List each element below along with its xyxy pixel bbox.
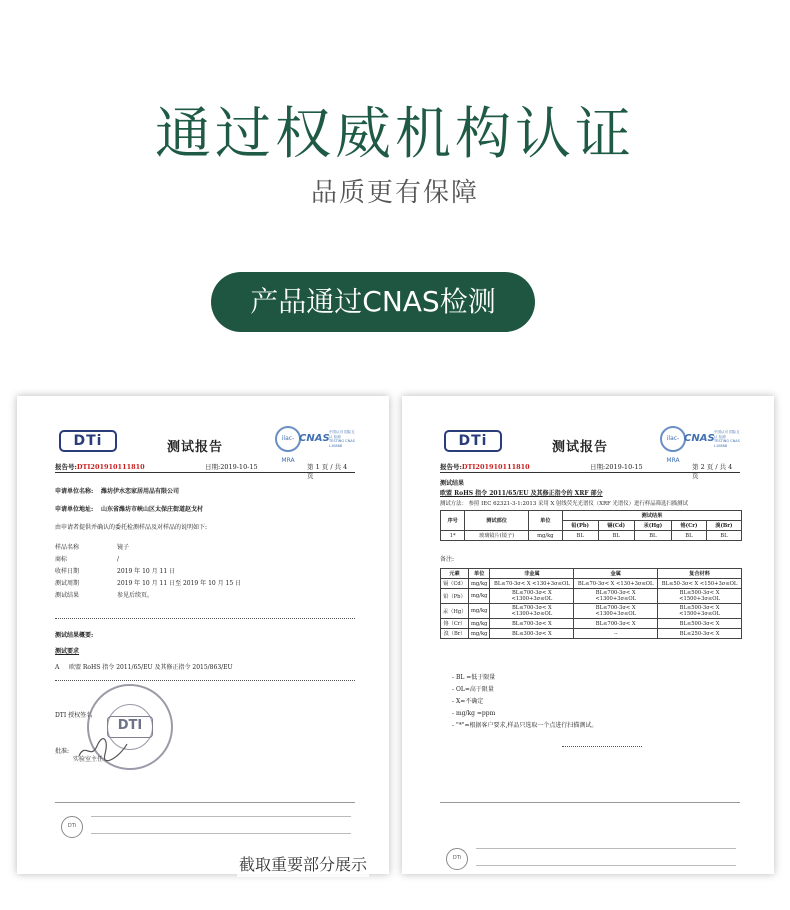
subline: 品质更有保障 <box>310 178 479 208</box>
ilac-seal-icon: ilac-MRA <box>660 426 686 452</box>
table-cell: BL≤700-3σ< X <1300+3σ≤OL <box>490 604 574 619</box>
table-cell: BL≤300-3σ< X <box>490 629 574 639</box>
table-cell: BL≤70-3σ< X <130+3σ≤OL <box>490 579 574 589</box>
table-cell: 汞（Hg） <box>441 604 469 619</box>
requirement-heading: 测试要求 <box>55 648 80 655</box>
approver-title: 实验室主任 <box>73 756 104 763</box>
table-cell: BL <box>672 531 707 541</box>
table-header: 铅(Pb) <box>562 521 598 531</box>
dti-footer-seal-icon: DTi <box>446 848 468 870</box>
table-row <box>441 531 742 541</box>
applicant-label: 申请单位名称: <box>55 488 94 495</box>
requirement-index: A <box>55 664 60 671</box>
table-cell: mg/kg <box>468 604 489 619</box>
table-cell: BL≤700-3σ< X <box>490 619 574 629</box>
approver-label: 批准: <box>55 748 70 755</box>
table-cell: mg/kg <box>468 579 489 589</box>
field-value: 2019 年 10 月 11 日 <box>117 568 176 575</box>
field-label: 样品名称 <box>55 544 80 551</box>
cnas-mark: CNAS <box>299 433 330 444</box>
report-title: 测试报告 <box>167 440 224 455</box>
cnas-side-text: 中国认可 国际互认 检测 TESTING CNAS L10868 <box>714 430 740 448</box>
table-cell: 铅（Pb） <box>441 589 469 604</box>
report-number-line <box>55 462 355 480</box>
dti-logo: DTi <box>59 430 117 452</box>
table-cell: BL≤50-3σ< X <150+3σ≤OL <box>658 579 742 589</box>
table-cell: 1* <box>441 531 465 541</box>
note-item: - OL=高于限量 <box>452 686 494 693</box>
table-cell: BL <box>562 531 598 541</box>
divider <box>55 472 355 473</box>
field-label: 测试结果 <box>55 592 80 599</box>
table-header: 序号 <box>441 511 465 531</box>
test-report-page-2 <box>402 396 774 874</box>
footer-address-block <box>476 848 736 866</box>
report-title: 测试报告 <box>552 440 609 455</box>
table-header: 复合材料 <box>658 569 742 579</box>
table-cell: 溴（Br） <box>441 629 469 639</box>
intro-text: 由申请者提供并确认的委托检测样品及对样品的说明如下: <box>55 524 208 531</box>
page-number: 第 1 页 / 共 4 页 <box>307 463 348 480</box>
cnas-pill-banner: 产品通过CNAS检测 <box>211 272 535 332</box>
table-header: 铬(Cr) <box>672 521 707 531</box>
field-value: / <box>117 556 120 563</box>
page-number: 第 2 页 / 共 4 页 <box>692 463 733 480</box>
dotted-divider <box>55 680 355 681</box>
cnas-mark: CNAS <box>684 433 715 444</box>
field-value: 参见后续页。 <box>117 592 154 599</box>
note-item: - X=不确定 <box>452 698 484 705</box>
report-date: 日期:2019-10-15 <box>590 463 643 471</box>
dotted-divider <box>55 618 355 619</box>
directive-text: 欧盟 RoHS 指令 2011/65/EU 及其修正指令的 XRF 部分 <box>440 490 603 497</box>
table-header: 镉(Cd) <box>598 521 634 531</box>
table-row <box>441 511 742 521</box>
note-item: - mg/kg =ppm <box>452 710 496 717</box>
table-row <box>441 619 742 629</box>
end-of-report-dots <box>562 746 642 747</box>
footer-divider <box>440 802 740 803</box>
table-cell: mg/kg <box>468 589 489 604</box>
headline: 通过权威机构认证 <box>155 102 635 167</box>
results-label: 测试结果 <box>440 480 465 487</box>
table-header: 汞(Hg) <box>634 521 671 531</box>
table-header: 元素 <box>441 569 469 579</box>
method-text: 测试方法： 参照 IEC 62321-3-1:2013 采用 X 射线荧光光谱仪（XRF 光谱仪）进行样品筛选扫描测试 <box>440 501 688 507</box>
dti-logo: DTi <box>444 430 502 452</box>
table-cell: BL≤500-3σ< X <1500+3σ≤OL <box>658 604 742 619</box>
table-cell: 镉（Cd） <box>441 579 469 589</box>
authorized-signature-label: DTI 授权签名 <box>55 712 93 719</box>
table-row <box>441 629 742 639</box>
footer-address-block <box>91 816 351 834</box>
table-cell: BL≤700-3σ< X <1300+3σ≤OL <box>574 589 658 604</box>
stamp-dti-mark: DTI <box>107 716 153 738</box>
divider <box>440 472 740 473</box>
table-row <box>441 579 742 589</box>
table-header: 溴(Br) <box>706 521 741 531</box>
note-label: 备注: <box>440 556 455 563</box>
table-cell: BL≤250-3σ< X <box>658 629 742 639</box>
caption: 截取重要部分展示 <box>237 850 369 877</box>
field-label: 测试周期 <box>55 580 80 587</box>
table-cell: -- <box>574 629 658 639</box>
cnas-logo <box>660 426 740 464</box>
table-row <box>441 604 742 619</box>
table-cell: BL≤700-3σ< X <box>574 619 658 629</box>
limits-table <box>440 568 742 639</box>
results-table <box>440 510 742 541</box>
report-number-line <box>440 462 740 480</box>
table-cell: BL <box>634 531 671 541</box>
field-value: 镜子 <box>117 544 130 551</box>
test-report-page-1 <box>17 396 389 874</box>
cnas-logo <box>275 426 355 464</box>
report-date: 日期:2019-10-15 <box>205 463 258 471</box>
table-cell: BL≤500-3σ< X <1500+3σ≤OL <box>658 589 742 604</box>
table-cell: BL≤500-3σ< X <box>658 619 742 629</box>
ilac-seal-icon: ilac-MRA <box>275 426 301 452</box>
table-cell: BL≤700-3σ< X <1300+3σ≤OL <box>490 589 574 604</box>
note-item: - "*"=根据客户要求,样品只选取一个点进行扫描测试。 <box>452 722 598 729</box>
field-label: 商标 <box>55 556 68 563</box>
summary-label: 测试结果概要: <box>55 632 94 639</box>
table-cell: BL≤70-3σ< X <130+3σ≤OL <box>574 579 658 589</box>
table-header: 单位 <box>468 569 489 579</box>
table-header: 测试结果 <box>562 511 741 521</box>
table-cell: BL≤700-3σ< X <1300+3σ≤OL <box>574 604 658 619</box>
table-cell: mg/kg <box>468 629 489 639</box>
table-cell: 玻璃镜片(镜子) <box>465 531 529 541</box>
table-cell: BL <box>598 531 634 541</box>
requirement-text: 欧盟 RoHS 指令 2011/65/EU 及其修正指令 2015/863/EU <box>69 664 233 671</box>
table-header: 金属 <box>574 569 658 579</box>
address-label: 申请单位地址: <box>55 506 94 513</box>
applicant-value: 潍坊伊水恋家居用品有限公司 <box>101 488 180 495</box>
address-value: 山东省潍坊市峡山区太保庄街道赵戈村 <box>101 506 204 513</box>
table-header: 非金属 <box>490 569 574 579</box>
table-cell: mg/kg <box>468 619 489 629</box>
dti-footer-seal-icon: DTi <box>61 816 83 838</box>
field-label: 收样日期 <box>55 568 80 575</box>
table-cell: mg/kg <box>528 531 562 541</box>
table-header: 测试部位 <box>465 511 529 531</box>
cnas-side-text: 中国认可 国际互认 检测 TESTING CNAS L10868 <box>329 430 355 448</box>
table-row <box>441 569 742 579</box>
note-item: - BL =低于限量 <box>452 674 496 681</box>
report-no-label: 报告号: <box>440 463 462 471</box>
report-no: DTI201910111810 <box>76 463 145 471</box>
report-no-label: 报告号: <box>55 463 77 471</box>
report-no: DTI201910111810 <box>461 463 530 471</box>
table-cell: 铬（Cr） <box>441 619 469 629</box>
table-header: 单位 <box>528 511 562 531</box>
footer-divider <box>55 802 355 803</box>
field-value: 2019 年 10 月 11 日至 2019 年 10 月 15 日 <box>117 580 242 587</box>
table-row <box>441 589 742 604</box>
table-cell: BL <box>706 531 741 541</box>
